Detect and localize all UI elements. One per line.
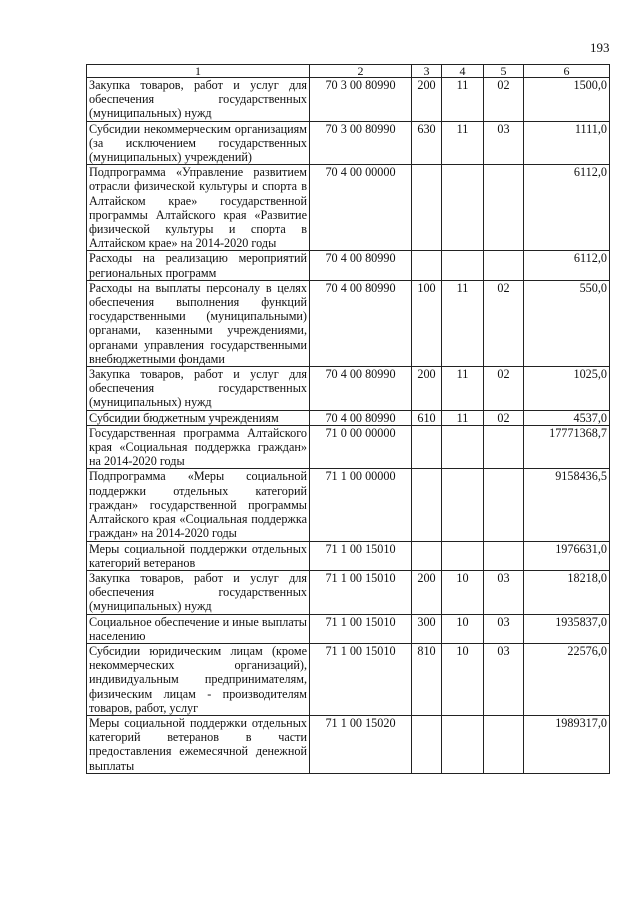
header-col-1: 1 — [87, 65, 310, 78]
row-col5-cell: 02 — [484, 410, 524, 425]
row-col4-cell: 10 — [442, 570, 484, 614]
row-col4-cell — [442, 425, 484, 469]
row-col3-cell: 200 — [412, 367, 442, 411]
row-col4-cell — [442, 251, 484, 280]
row-col3-cell: 630 — [412, 121, 442, 165]
row-code-cell: 70 4 00 80990 — [310, 280, 412, 366]
table-row — [87, 410, 610, 425]
row-col3-cell — [412, 251, 442, 280]
row-amount-cell: 18218,0 — [524, 570, 610, 614]
row-amount-cell: 6112,0 — [524, 251, 610, 280]
row-name-cell: Подпрограмма «Управление развитием отрасли физической культуры и спорта в Алтайском крае» государственной программы Алтайского края «Развитие физической культуры и спорта в Алтайском крае» на 2014-2020 годы — [87, 165, 310, 251]
row-amount-cell: 22576,0 — [524, 643, 610, 715]
header-col-4: 4 — [442, 65, 484, 78]
row-col5-cell: 03 — [484, 570, 524, 614]
row-col3-cell: 100 — [412, 280, 442, 366]
row-col5-cell — [484, 541, 524, 570]
table-row — [87, 715, 610, 773]
row-col5-cell: 03 — [484, 643, 524, 715]
row-name-cell: Закупка товаров, работ и услуг для обеспечения государственных (муниципальных) нужд — [87, 78, 310, 122]
row-col3-cell — [412, 715, 442, 773]
budget-table — [86, 64, 610, 774]
row-code-cell: 70 4 00 80990 — [310, 251, 412, 280]
row-code-cell: 71 1 00 15010 — [310, 541, 412, 570]
row-amount-cell: 1111,0 — [524, 121, 610, 165]
table-row — [87, 165, 610, 251]
row-col3-cell — [412, 541, 442, 570]
row-amount-cell: 6112,0 — [524, 165, 610, 251]
table-row — [87, 121, 610, 165]
row-code-cell: 71 1 00 00000 — [310, 469, 412, 541]
row-name-cell: Субсидии некоммерческим организациям (за исключением государственных (муниципальных) учреждений) — [87, 121, 310, 165]
row-code-cell: 70 4 00 80990 — [310, 410, 412, 425]
row-col4-cell — [442, 541, 484, 570]
row-col5-cell: 02 — [484, 367, 524, 411]
row-code-cell: 71 1 00 15020 — [310, 715, 412, 773]
row-col4-cell: 11 — [442, 410, 484, 425]
row-name-cell: Подпрограмма «Меры социальной поддержки отдельных категорий граждан» государственной программы Алтайского края «Социальная поддержка граждан» на 2014-2020 годы — [87, 469, 310, 541]
row-col5-cell — [484, 425, 524, 469]
row-name-cell: Меры социальной поддержки отдельных категорий ветеранов — [87, 541, 310, 570]
row-name-cell: Субсидии юридическим лицам (кроме некоммерческих организаций), индивидуальным предпринимателям, физическим лицам - производителям товаров, работ, услуг — [87, 643, 310, 715]
row-col4-cell: 11 — [442, 280, 484, 366]
row-code-cell: 71 1 00 15010 — [310, 570, 412, 614]
row-col5-cell — [484, 715, 524, 773]
row-code-cell: 70 4 00 80990 — [310, 367, 412, 411]
table-row — [87, 614, 610, 643]
table-row — [87, 541, 610, 570]
row-col5-cell — [484, 165, 524, 251]
table-row — [87, 469, 610, 541]
row-col3-cell — [412, 469, 442, 541]
row-name-cell: Расходы на выплаты персоналу в целях обеспечения выполнения функций государственными (муниципальными) органами, казенными учреждениями, органами управления государственными внебюджетными фондами — [87, 280, 310, 366]
row-col4-cell: 11 — [442, 367, 484, 411]
row-col3-cell: 200 — [412, 78, 442, 122]
table-row — [87, 251, 610, 280]
row-col4-cell: 11 — [442, 78, 484, 122]
row-col3-cell — [412, 165, 442, 251]
budget-table-body — [87, 65, 610, 774]
row-name-cell: Расходы на реализацию мероприятий региональных программ — [87, 251, 310, 280]
row-col3-cell: 200 — [412, 570, 442, 614]
row-name-cell: Меры социальной поддержки отдельных категорий ветеранов в части предоставления ежемесячной денежной выплаты — [87, 715, 310, 773]
row-col4-cell: 11 — [442, 121, 484, 165]
header-col-2: 2 — [310, 65, 412, 78]
row-amount-cell: 4537,0 — [524, 410, 610, 425]
row-name-cell: Субсидии бюджетным учреждениям — [87, 410, 310, 425]
row-amount-cell: 1989317,0 — [524, 715, 610, 773]
row-name-cell: Закупка товаров, работ и услуг для обеспечения государственных (муниципальных) нужд — [87, 570, 310, 614]
row-col4-cell — [442, 469, 484, 541]
header-row — [87, 65, 610, 78]
table-row — [87, 280, 610, 366]
row-col5-cell — [484, 469, 524, 541]
row-amount-cell: 1976631,0 — [524, 541, 610, 570]
row-name-cell: Государственная программа Алтайского края «Социальная поддержка граждан» на 2014-2020 годы — [87, 425, 310, 469]
table-row — [87, 425, 610, 469]
row-code-cell: 71 1 00 15010 — [310, 614, 412, 643]
row-col4-cell — [442, 165, 484, 251]
row-col5-cell: 03 — [484, 121, 524, 165]
table-row — [87, 570, 610, 614]
row-code-cell: 70 3 00 80990 — [310, 78, 412, 122]
row-col3-cell: 810 — [412, 643, 442, 715]
row-col4-cell: 10 — [442, 643, 484, 715]
row-col3-cell — [412, 425, 442, 469]
row-col3-cell: 300 — [412, 614, 442, 643]
row-col3-cell: 610 — [412, 410, 442, 425]
row-name-cell: Социальное обеспечение и иные выплаты населению — [87, 614, 310, 643]
row-amount-cell: 17771368,7 — [524, 425, 610, 469]
row-col5-cell: 03 — [484, 614, 524, 643]
row-col5-cell: 02 — [484, 280, 524, 366]
row-code-cell: 70 3 00 80990 — [310, 121, 412, 165]
row-amount-cell: 1500,0 — [524, 78, 610, 122]
table-row — [87, 78, 610, 122]
row-amount-cell: 550,0 — [524, 280, 610, 366]
row-amount-cell: 1935837,0 — [524, 614, 610, 643]
row-name-cell: Закупка товаров, работ и услуг для обеспечения государственных (муниципальных) нужд — [87, 367, 310, 411]
row-col5-cell — [484, 251, 524, 280]
row-code-cell: 71 1 00 15010 — [310, 643, 412, 715]
header-col-5: 5 — [484, 65, 524, 78]
row-col5-cell: 02 — [484, 78, 524, 122]
row-col4-cell — [442, 715, 484, 773]
row-amount-cell: 9158436,5 — [524, 469, 610, 541]
row-code-cell: 71 0 00 00000 — [310, 425, 412, 469]
table-row — [87, 643, 610, 715]
table-row — [87, 367, 610, 411]
row-code-cell: 70 4 00 00000 — [310, 165, 412, 251]
header-col-3: 3 — [412, 65, 442, 78]
row-col4-cell: 10 — [442, 614, 484, 643]
page-number: 193 — [590, 40, 610, 55]
row-amount-cell: 1025,0 — [524, 367, 610, 411]
header-col-6: 6 — [524, 65, 610, 78]
